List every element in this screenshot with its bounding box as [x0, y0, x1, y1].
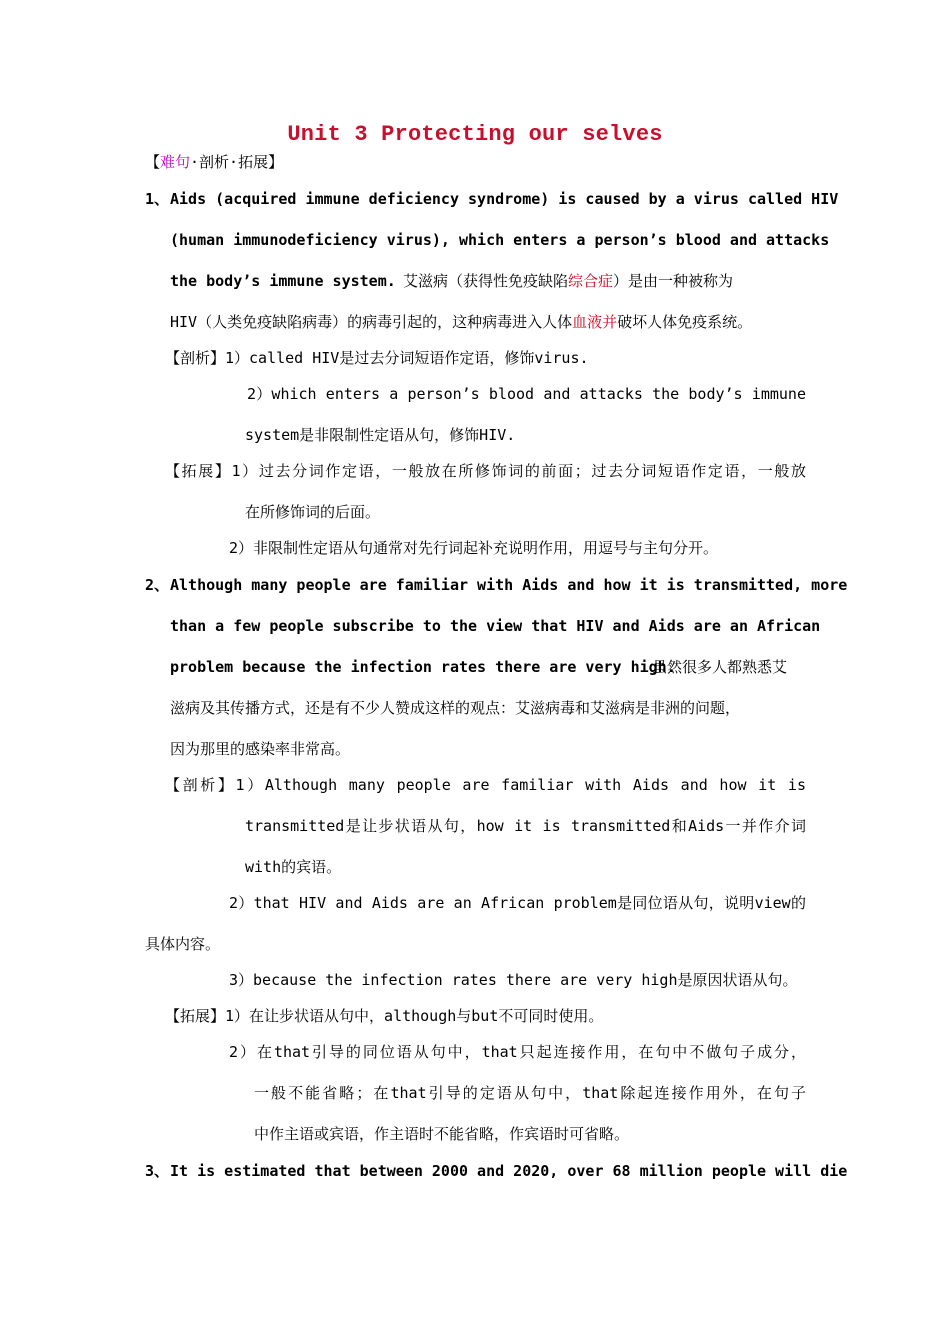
item1-cn-line4a: HIV（人类免疫缺陷病毒）的病毒引起的，这种病毒进入人体: [170, 313, 573, 331]
item2-expand-2b: 一般不能省略；在that引导的定语从句中，that除起连接作用外，在句子: [254, 1084, 806, 1102]
item2-expand-2c: 中作主语或宾语，作主语时不能省略，作宾语时可省略。: [254, 1125, 630, 1143]
item2-en-line2: than a few people subscribe to the view that HIV and Aids are an African: [170, 617, 821, 635]
item1-analysis-2a: 2）which enters a person’s blood and attacks the body’s immune: [247, 385, 806, 403]
item1-cn-line3: [403, 271, 733, 291]
item1-number: 1、: [145, 190, 170, 208]
item2-analysis-2a: 2）that HIV and Aids are an African problem是同位语从句，说明view的: [229, 894, 806, 912]
item1-en-line1: Aids (acquired immune deficiency syndrome) is caused by a virus called HIV: [170, 190, 839, 208]
item3-number: 3、: [145, 1162, 170, 1180]
item2-en-line1: Although many people are familiar with Aids and how it is transmitted, more: [170, 576, 848, 594]
item1-expand-2: 2）非限制性定语从句通常对先行词起补充说明作用，用逗号与主句分开。: [229, 539, 719, 557]
section-header-rest: ·剖析·拓展】: [190, 153, 284, 171]
item2-analysis-1c: with的宾语。: [245, 858, 342, 876]
item1-analysis-1: 【剖析】1）called HIV是过去分词短语作定语，修饰virus.: [165, 349, 589, 367]
item2-analysis-2b: 具体内容。: [145, 935, 221, 953]
item2-en-line3: problem because the infection rates there are very high.: [170, 658, 676, 676]
item1-analysis-2b: system是非限制性定语从句，修饰HIV.: [245, 426, 516, 444]
item2-expand-2a: 2）在that引导的同位语从句中，that只起连接作用，在句中不做句子成分，: [229, 1043, 806, 1061]
item1-expand-1a: 【拓展】1）过去分词作定语，一般放在所修饰词的前面；过去分词短语作定语，一般放: [165, 462, 806, 480]
section-header-open: 【: [145, 153, 161, 171]
section-header: [145, 152, 283, 172]
item2-analysis-1a: 【剖析】1）Although many people are familiar with Aids and how it is: [165, 776, 806, 794]
item2-cn-line3: 虽然很多人都熟悉艾: [652, 658, 788, 676]
item2-line3: [170, 657, 806, 677]
item2-analysis-1b: transmitted是让步状语从句，how it is transmitted和Aids一并作介词: [245, 817, 806, 835]
item2-cn-line5: 因为那里的感染率非常高。: [170, 740, 351, 758]
item1-line3: [170, 271, 806, 291]
item1-expand-1b: 在所修饰词的后面。: [245, 503, 381, 521]
item3-en-line1: It is estimated that between 2000 and 2020, over 68 million people will die: [170, 1162, 848, 1180]
item1-cn-line4: [170, 312, 752, 332]
item2-number: 2、: [145, 576, 170, 594]
item1-en-line3: the body’s immune system.: [170, 272, 396, 290]
item1-cn-line3b: ）是由一种被称为: [613, 272, 734, 290]
page-title: Unit 3 Protecting our selves: [287, 122, 663, 147]
item2-analysis-3: 3）because the infection rates there are very high是原因状语从句。: [229, 971, 798, 989]
item1-cn-line4b: 破坏人体免疫系统。: [617, 313, 753, 331]
item1-en-line2: (human immunodeficiency virus), which enters a person’s blood and attacks: [170, 231, 830, 249]
item1-cn-line3-red: 综合症: [568, 272, 614, 290]
item2-cn-line4: 滋病及其传播方式，还是有不少人赞成这样的观点：艾滋病毒和艾滋病是非洲的问题，: [170, 699, 741, 717]
section-header-hard: 难句: [160, 153, 191, 171]
item1-cn-line4-red: 血液并: [572, 313, 618, 331]
item2-expand-1: 【拓展】1）在让步状语从句中，although与but不可同时使用。: [165, 1007, 604, 1025]
item1-cn-line3a: 艾滋病（获得性免疫缺陷: [403, 272, 569, 290]
